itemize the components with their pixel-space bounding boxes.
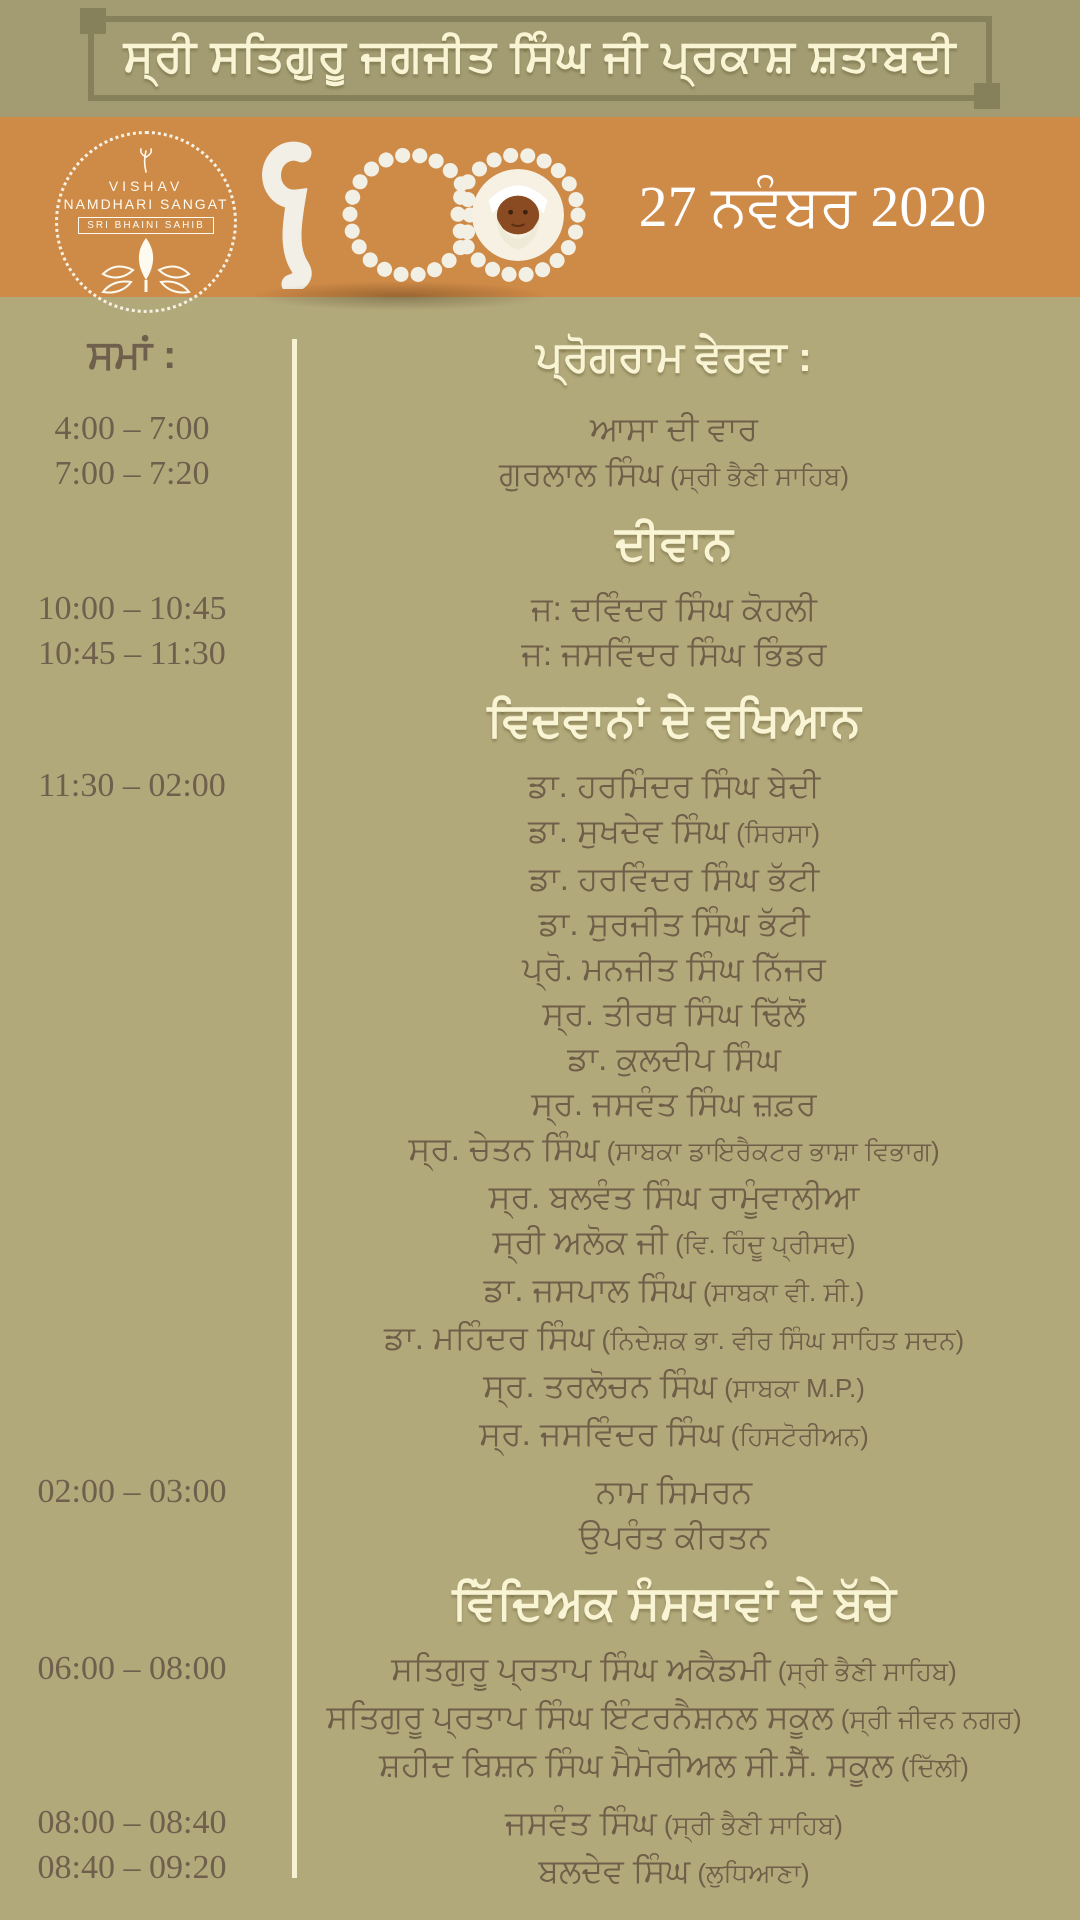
time-column — [0, 586, 292, 676]
satguru-portrait — [472, 169, 564, 261]
section-heading: ਦੀਵਾਨ — [615, 516, 733, 569]
program-item — [292, 808, 1056, 856]
program-item-text: ਬਲਦੇਵ ਸਿੰਘ — [538, 1852, 691, 1889]
gurmukhi-one-icon — [250, 139, 340, 289]
program-item — [292, 1848, 1056, 1896]
time-slot: 08:40 – 09:20 — [37, 1849, 227, 1886]
program-column — [292, 406, 1080, 499]
program-item-text: ਉਪਰੰਤ ਕੀਰਤਨ — [578, 1518, 770, 1555]
time-column — [0, 1469, 292, 1559]
schedule-block — [0, 406, 1080, 499]
kalgi-ornament-icon — [133, 148, 159, 174]
time-slot: 11:30 – 02:00 — [38, 767, 226, 804]
logo-line1: VISHAV — [108, 178, 184, 194]
time-column — [0, 763, 292, 1459]
program-item — [292, 991, 1056, 1036]
hero-band — [0, 117, 1080, 297]
program-item — [292, 763, 1056, 808]
time-slot: 7:00 – 7:20 — [54, 455, 210, 492]
program-item — [292, 1800, 1056, 1848]
program-item — [292, 1036, 1056, 1081]
program-item-note: (ਸਾਬਕਾ ਡਾਇਰੈਕਟਰ ਭਾਸ਼ਾ ਵਿਭਾਗ) — [599, 1136, 940, 1166]
program-item — [292, 1514, 1056, 1559]
program-item — [292, 946, 1056, 991]
column-divider — [292, 339, 297, 1878]
program-column — [292, 1646, 1080, 1790]
program-item-text: ਡਾ. ਮਹਿੰਦਰ ਸਿੰਘ — [383, 1319, 595, 1356]
schedule-block — [0, 1646, 1080, 1790]
program-item-note: (ਸਿਰਸਾ) — [728, 818, 821, 848]
program-item-note: (ਸਾਬਕਾ M.P.) — [716, 1373, 865, 1403]
program-item-note: (ਸਾਬਕਾ ਵੀ. ਸੀ.) — [695, 1277, 865, 1307]
program-item-note: (ਲੁਧਿਆਣਾ) — [690, 1858, 810, 1888]
program-item — [292, 1363, 1056, 1411]
program-item — [292, 856, 1056, 901]
program-item-text: ਗੁਰਲਾਲ ਸਿੰਘ — [498, 455, 663, 492]
program-item-note: (ਸ੍ਰੀ ਭੈਣੀ ਸਾਹਿਬ) — [662, 461, 850, 491]
program-column-header: ਪ੍ਰੋਗਰਾਮ ਵੇਰਵਾ : — [535, 333, 812, 380]
program-column — [292, 586, 1080, 676]
schedule-block — [0, 1800, 1080, 1896]
logo-line2: NAMDHARI SANGAT — [63, 196, 229, 212]
time-slot: 4:00 – 7:00 — [54, 410, 210, 447]
program-item-text: ਡਾ. ਜਸਪਾਲ ਸਿੰਘ — [483, 1271, 696, 1308]
program-item-text: ਆਸਾ ਦੀ ਵਾਰ — [590, 410, 758, 447]
program-item-note: (ਵਿ. ਹਿੰਦੂ ਪ੍ਰੀਸਦ) — [667, 1229, 856, 1259]
program-column — [292, 763, 1080, 1459]
page-title: ਸ੍ਰੀ ਸਤਿਗੁਰੂ ਜਗਜੀਤ ਸਿੰਘ ਜੀ ਪ੍ਰਕਾਸ਼ ਸ਼ਤਾਬਦੀ — [88, 16, 993, 101]
program-item — [292, 1081, 1056, 1126]
time-column — [0, 1646, 292, 1790]
program-item-text: ਸ੍ਰ. ਜਸਵਿੰਦਰ ਸਿੰਘ — [479, 1415, 724, 1452]
program-item-text: ਸ੍ਰ. ਜਸਵੰਤ ਸਿੰਘ ਜ਼ਫ਼ਰ — [531, 1085, 817, 1122]
section-heading: ਵਿੱਦਿਅਕ ਸੰਸਥਾਵਾਂ ਦੇ ਬੱਚੇ — [452, 1576, 896, 1629]
program-item — [292, 586, 1056, 631]
section-heading: ਵਿਦਵਾਨਾਂ ਦੇ ਵਖਿਆਨ — [487, 693, 861, 746]
centenary-mark — [250, 135, 530, 295]
program-item — [292, 1174, 1056, 1219]
time-column — [0, 1800, 292, 1896]
program-item — [292, 1694, 1056, 1742]
program-item — [292, 1742, 1056, 1790]
program-item-text: ਡਾ. ਹਰਮਿੰਦਰ ਸਿੰਘ ਬੇਦੀ — [527, 767, 821, 804]
title-band — [0, 0, 1080, 117]
schedule-block — [0, 763, 1080, 1459]
time-column — [0, 406, 292, 499]
program-item-text: ਜਸਵੰਤ ਸਿੰਘ — [505, 1804, 657, 1841]
program-item-text: ਡਾ. ਹਰਵਿੰਦਰ ਸਿੰਘ ਭੱਟੀ — [528, 860, 820, 897]
logo-badge: SRI BHAINI SAHIB — [78, 217, 214, 234]
program-item — [292, 631, 1056, 676]
program-item-text: ਜ: ਦਵਿੰਦਰ ਸਿੰਘ ਕੋਹਲੀ — [531, 590, 817, 627]
program-item-note: (ਸ੍ਰੀ ਜੀਵਨ ਨਗਰ) — [833, 1704, 1022, 1734]
program-item-text: ਡਾ. ਸੁਰਜੀਤ ਸਿੰਘ ਭੱਟੀ — [538, 905, 810, 942]
program-item — [292, 1126, 1056, 1174]
schedule-block — [0, 1469, 1080, 1559]
program-item-text: ਸ੍ਰੀ ਅਲੋਕ ਜੀ — [492, 1223, 668, 1260]
program-item-text: ਡਾ. ਕੁਲਦੀਪ ਸਿੰਘ — [567, 1040, 781, 1077]
program-item — [292, 1469, 1056, 1514]
program-item — [292, 1315, 1056, 1363]
program-item-text: ਸ੍ਰ. ਤੀਰਥ ਸਿੰਘ ਢਿੱਲੋਂ — [542, 995, 806, 1032]
program-item-text: ਪ੍ਰੋ. ਮਨਜੀਤ ਸਿੰਘ ਨਿੱਜਰ — [522, 950, 826, 987]
program-item-note: (ਸ੍ਰੀ ਭੈਣੀ ਸਾਹਿਬ) — [770, 1656, 957, 1686]
program-item — [292, 1267, 1056, 1315]
schedule — [0, 297, 1080, 1896]
program-item-text: ਸਤਿਗੁਰੂ ਪ੍ਰਤਾਪ ਸਿੰਘ ਅਕੈਡਮੀ — [391, 1650, 771, 1687]
program-item-text: ਡਾ. ਸੁਖਦੇਵ ਸਿੰਘ — [527, 812, 729, 849]
program-item-note: (ਹਿਸਟੋਰੀਅਨ) — [723, 1421, 869, 1451]
schedule-header — [0, 333, 1080, 382]
program-item — [292, 1411, 1056, 1459]
time-slot: 10:00 – 10:45 — [37, 590, 227, 627]
program-item-text: ਸ੍ਰ. ਬਲਵੰਤ ਸਿੰਘ ਰਾਮੂੰਵਾਲੀਆ — [488, 1178, 860, 1215]
schedule-block — [0, 586, 1080, 676]
time-column-header: ਸਮਾਂ : — [87, 333, 177, 377]
time-slot: 08:00 – 08:40 — [37, 1804, 227, 1841]
event-date: 27 ਨਵੰਬਰ 2020 — [638, 174, 987, 239]
portrait-icon — [472, 169, 564, 261]
program-item-text: ਨਾਮ ਸਿਮਰਨ — [595, 1473, 753, 1510]
program-item-note: (ਸ੍ਰੀ ਭੈਣੀ ਸਾਹਿਬ) — [656, 1810, 843, 1840]
time-slot: 06:00 – 08:00 — [37, 1650, 227, 1687]
emblem-icon — [81, 236, 211, 294]
time-slot: 10:45 – 11:30 — [38, 635, 226, 672]
program-column — [292, 1800, 1080, 1896]
time-slot: 02:00 – 03:00 — [37, 1473, 227, 1510]
org-logo — [55, 131, 237, 313]
program-item-text: ਜ: ਜਸਵਿੰਦਰ ਸਿੰਘ ਭਿੰਡਰ — [521, 635, 827, 672]
program-item — [292, 406, 1056, 451]
program-item-note: (ਦਿੱਲੀ) — [893, 1752, 969, 1782]
program-item-text: ਸ਼ਹੀਦ ਬਿਸ਼ਨ ਸਿੰਘ ਮੈਮੋਰੀਅਲ ਸੀ.ਸੈੱ. ਸਕੂਲ — [379, 1746, 894, 1783]
program-item — [292, 1646, 1056, 1694]
program-column — [292, 1469, 1080, 1559]
program-item — [292, 901, 1056, 946]
program-item-text: ਸਤਿਗੁਰੂ ਪ੍ਰਤਾਪ ਸਿੰਘ ਇੰਟਰਨੈਸ਼ਨਲ ਸਕੂਲ — [326, 1698, 834, 1735]
program-item-note: (ਨਿਦੇਸ਼ਕ ਭਾ. ਵੀਰ ਸਿੰਘ ਸਾਹਿਤ ਸਦਨ) — [594, 1325, 965, 1355]
program-item — [292, 451, 1056, 499]
schedule-blocks — [0, 406, 1080, 1896]
program-item-text: ਸ੍ਰ. ਚੇਤਨ ਸਿੰਘ — [408, 1130, 600, 1167]
program-item-text: ਸ੍ਰ. ਤਰਲੋਚਨ ਸਿੰਘ — [483, 1367, 717, 1404]
program-item — [292, 1219, 1056, 1267]
